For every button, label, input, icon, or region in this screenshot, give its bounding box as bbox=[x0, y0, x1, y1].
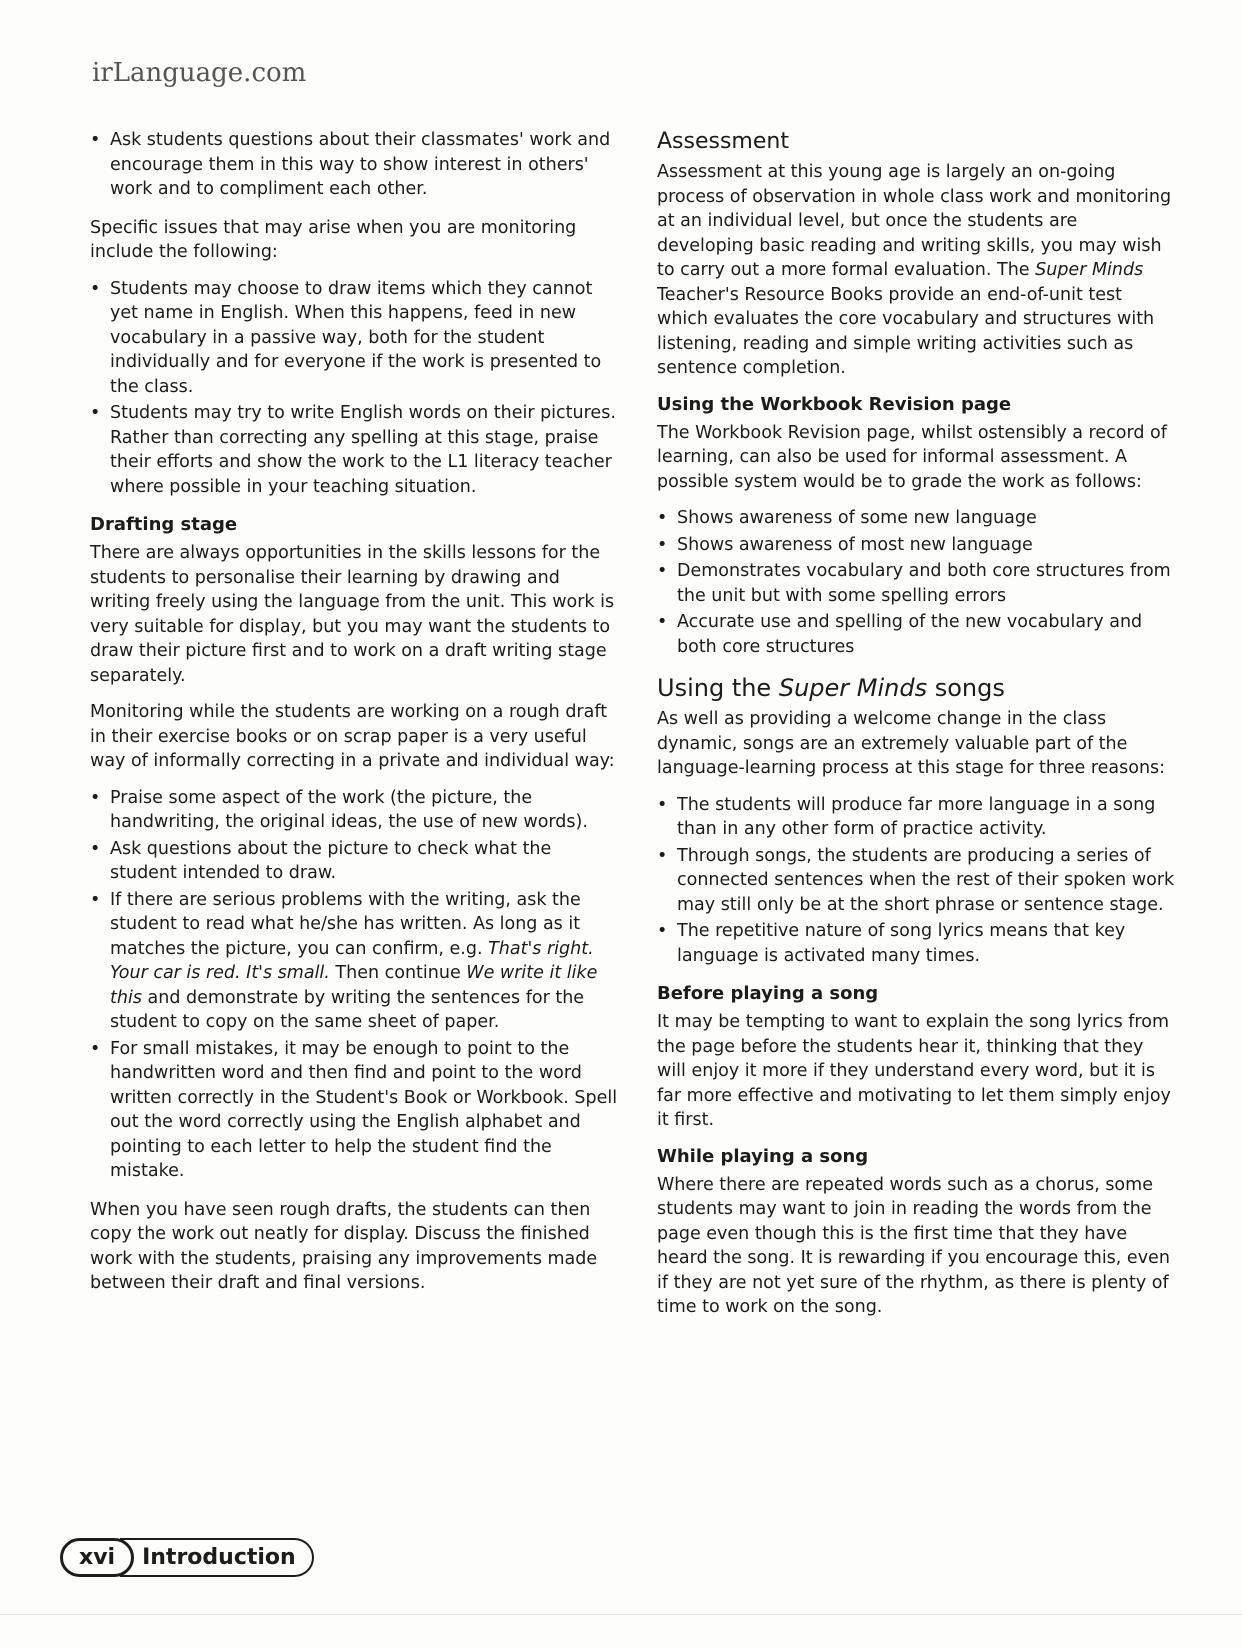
list-item-text: Students may choose to draw items which they cannot yet name in English. When this happens, feed in new vocabulary in a passive way, both for the student individually and for everyone if the work is presented to the class. bbox=[110, 278, 602, 397]
heading-while-playing: While playing a song bbox=[657, 1145, 869, 1167]
list-item bbox=[90, 401, 620, 499]
paragraph: Specific issues that may arise when you are monitoring include the following: bbox=[90, 217, 577, 262]
list-item-text: Then continue bbox=[329, 963, 467, 983]
heading-workbook-revision: Using the Workbook Revision page bbox=[657, 393, 1012, 415]
page-number: xvi bbox=[60, 1538, 134, 1577]
paragraph-text: Assessment at this young age is largely an on-going process of observation in whole class work and monitoring at an individual level, but once the students are developing basic reading and writing skills, you may wish to carry out a more formal evaluation. The bbox=[657, 162, 1172, 280]
heading-songs bbox=[657, 673, 1177, 703]
list-item bbox=[657, 844, 1177, 918]
list-item-text: Ask questions about the picture to check what the student intended to draw. bbox=[110, 838, 552, 883]
list-item bbox=[657, 793, 1177, 842]
list-item bbox=[90, 128, 620, 202]
watermark: irLanguage.com bbox=[92, 58, 307, 88]
list-item-text: Demonstrates vocabulary and both core structures from the unit but with some spelling errors bbox=[677, 561, 1171, 606]
list-item bbox=[90, 1037, 620, 1184]
list-item-text: Shows awareness of some new language bbox=[677, 508, 1037, 528]
bullet-icon: • bbox=[90, 787, 101, 808]
list-item bbox=[90, 837, 620, 886]
list-item-text: Praise some aspect of the work (the picture, the handwriting, the original ideas, the use of new words). bbox=[110, 787, 588, 832]
list-item bbox=[90, 277, 620, 400]
paragraph: As well as providing a welcome change in the class dynamic, songs are an extremely valuable part of the language-learning process at this stage for three reasons: bbox=[657, 709, 1166, 778]
bullet-icon: • bbox=[657, 612, 668, 632]
left-column bbox=[90, 128, 620, 1308]
list-item-text: For small mistakes, it may be enough to point to the handwritten word and then find and point to the word written correctly in the Student's Book or Workbook. Spell out the word correctly using the English alphabet and pointing to each letter to help the student find the mistake. bbox=[110, 1038, 618, 1181]
paragraph: When you have seen rough drafts, the students can then copy the work out neatly for display. Discuss the finished work with the students, praising any improvements made between their draft and final versions. bbox=[90, 1199, 598, 1293]
list-item bbox=[90, 888, 620, 1035]
bullet-icon: • bbox=[90, 838, 101, 859]
list-item-text: Students may try to write English words on their pictures. Rather than correcting any spelling at this stage, praise their efforts and show the work to the L1 literacy teacher where possible in your teaching situation. bbox=[110, 403, 616, 497]
list-item-text: Through songs, the students are producing a series of connected sentences when the rest of their spoken work may still only be at the short phrase or sentence stage. bbox=[677, 845, 1175, 915]
bullet-icon: • bbox=[657, 794, 668, 815]
paragraph: Where there are repeated words such as a chorus, some students may want to join in reading the words from the page even though this is the first time that they have heard the song. It is rewarding if you encourage this, even if they are not yet sure of the rhythm, as there is plenty of time to work on the song. bbox=[657, 1174, 1170, 1317]
bullet-list bbox=[657, 793, 1177, 969]
section-label: Introduction bbox=[120, 1538, 314, 1577]
list-item bbox=[90, 786, 620, 835]
paragraph: Monitoring while the students are working on a rough draft in their exercise books or on scrap paper is a very useful way of informally correcting in a private and individual way: bbox=[90, 702, 615, 771]
paragraph: There are always opportunities in the skills lessons for the students to personalise their learning by drawing and writing freely using the language from the unit. This work is very suitable for display, but you may want the students to draw their picture first and to work on a draft writing stage separately. bbox=[90, 543, 615, 686]
bullet-icon: • bbox=[657, 921, 668, 941]
list-item bbox=[657, 559, 1177, 608]
list-item-text: and demonstrate by writing the sentences for the student to copy on the same sheet of paper. bbox=[110, 987, 585, 1032]
book-title: Super Minds bbox=[1035, 260, 1144, 280]
list-item bbox=[657, 919, 1177, 968]
paragraph: It may be tempting to want to explain the song lyrics from the page before the students hear it, thinking that they will enjoy it more if they understand every word, but it is far more effective and motivating to let them simply enjoy it first. bbox=[657, 1012, 1171, 1130]
heading-text: songs bbox=[927, 674, 1005, 702]
bullet-icon: • bbox=[90, 889, 101, 910]
list-item-text: Ask students questions about their classmates' work and encourage them in this way to show interest in others' work and to compliment each other. bbox=[110, 130, 611, 199]
paragraph: The Workbook Revision page, whilst ostensibly a record of learning, can also be used for informal assessment. A possible system would be to grade the work as follows: bbox=[657, 422, 1167, 492]
bullet-icon: • bbox=[657, 561, 668, 581]
list-item-text: Accurate use and spelling of the new vocabulary and both core structures bbox=[677, 612, 1143, 657]
bullet-list bbox=[90, 786, 620, 1184]
bullet-list bbox=[90, 128, 620, 202]
paragraph bbox=[657, 160, 1177, 381]
list-item bbox=[657, 506, 1177, 531]
heading-before-playing: Before playing a song bbox=[657, 983, 879, 1004]
bullet-icon: • bbox=[90, 1038, 101, 1059]
list-item-text: Shows awareness of most new language bbox=[677, 534, 1033, 555]
list-item-text: The students will produce far more language in a song than in any other form of practice activity. bbox=[677, 794, 1156, 839]
list-item bbox=[657, 533, 1177, 558]
bullet-list bbox=[90, 277, 620, 500]
bullet-icon: • bbox=[90, 403, 101, 423]
list-item bbox=[657, 610, 1177, 659]
list-item-text: The repetitive nature of song lyrics means that key language is activated many times. bbox=[677, 921, 1126, 966]
book-title: Super Minds bbox=[778, 674, 928, 702]
bullet-icon: • bbox=[90, 278, 101, 299]
paragraph-text: Teacher's Resource Books provide an end-of-unit test which evaluates the core vocabulary and structures with listening, reading and simple writing activities such as sentence completion. bbox=[657, 284, 1155, 378]
bullet-icon: • bbox=[90, 130, 101, 150]
bullet-icon: • bbox=[657, 534, 668, 555]
bullet-icon: • bbox=[657, 845, 668, 866]
heading-drafting-stage: Drafting stage bbox=[90, 514, 238, 535]
bullet-icon: • bbox=[657, 508, 668, 528]
heading-assessment: Assessment bbox=[657, 129, 789, 154]
heading-text: Using the bbox=[657, 674, 779, 702]
divider bbox=[0, 1614, 1242, 1615]
right-column bbox=[657, 128, 1177, 1332]
list-item-text: If there are serious problems with the writing, ask the student to read what he/she has written. As long as it matches the picture, you can confirm, e.g. bbox=[110, 889, 581, 959]
example-text: That's right. Your car is red. It's small. bbox=[110, 938, 594, 983]
page-footer bbox=[60, 1535, 314, 1579]
example-text: We write it like this bbox=[110, 963, 598, 1008]
bullet-list bbox=[657, 506, 1177, 659]
